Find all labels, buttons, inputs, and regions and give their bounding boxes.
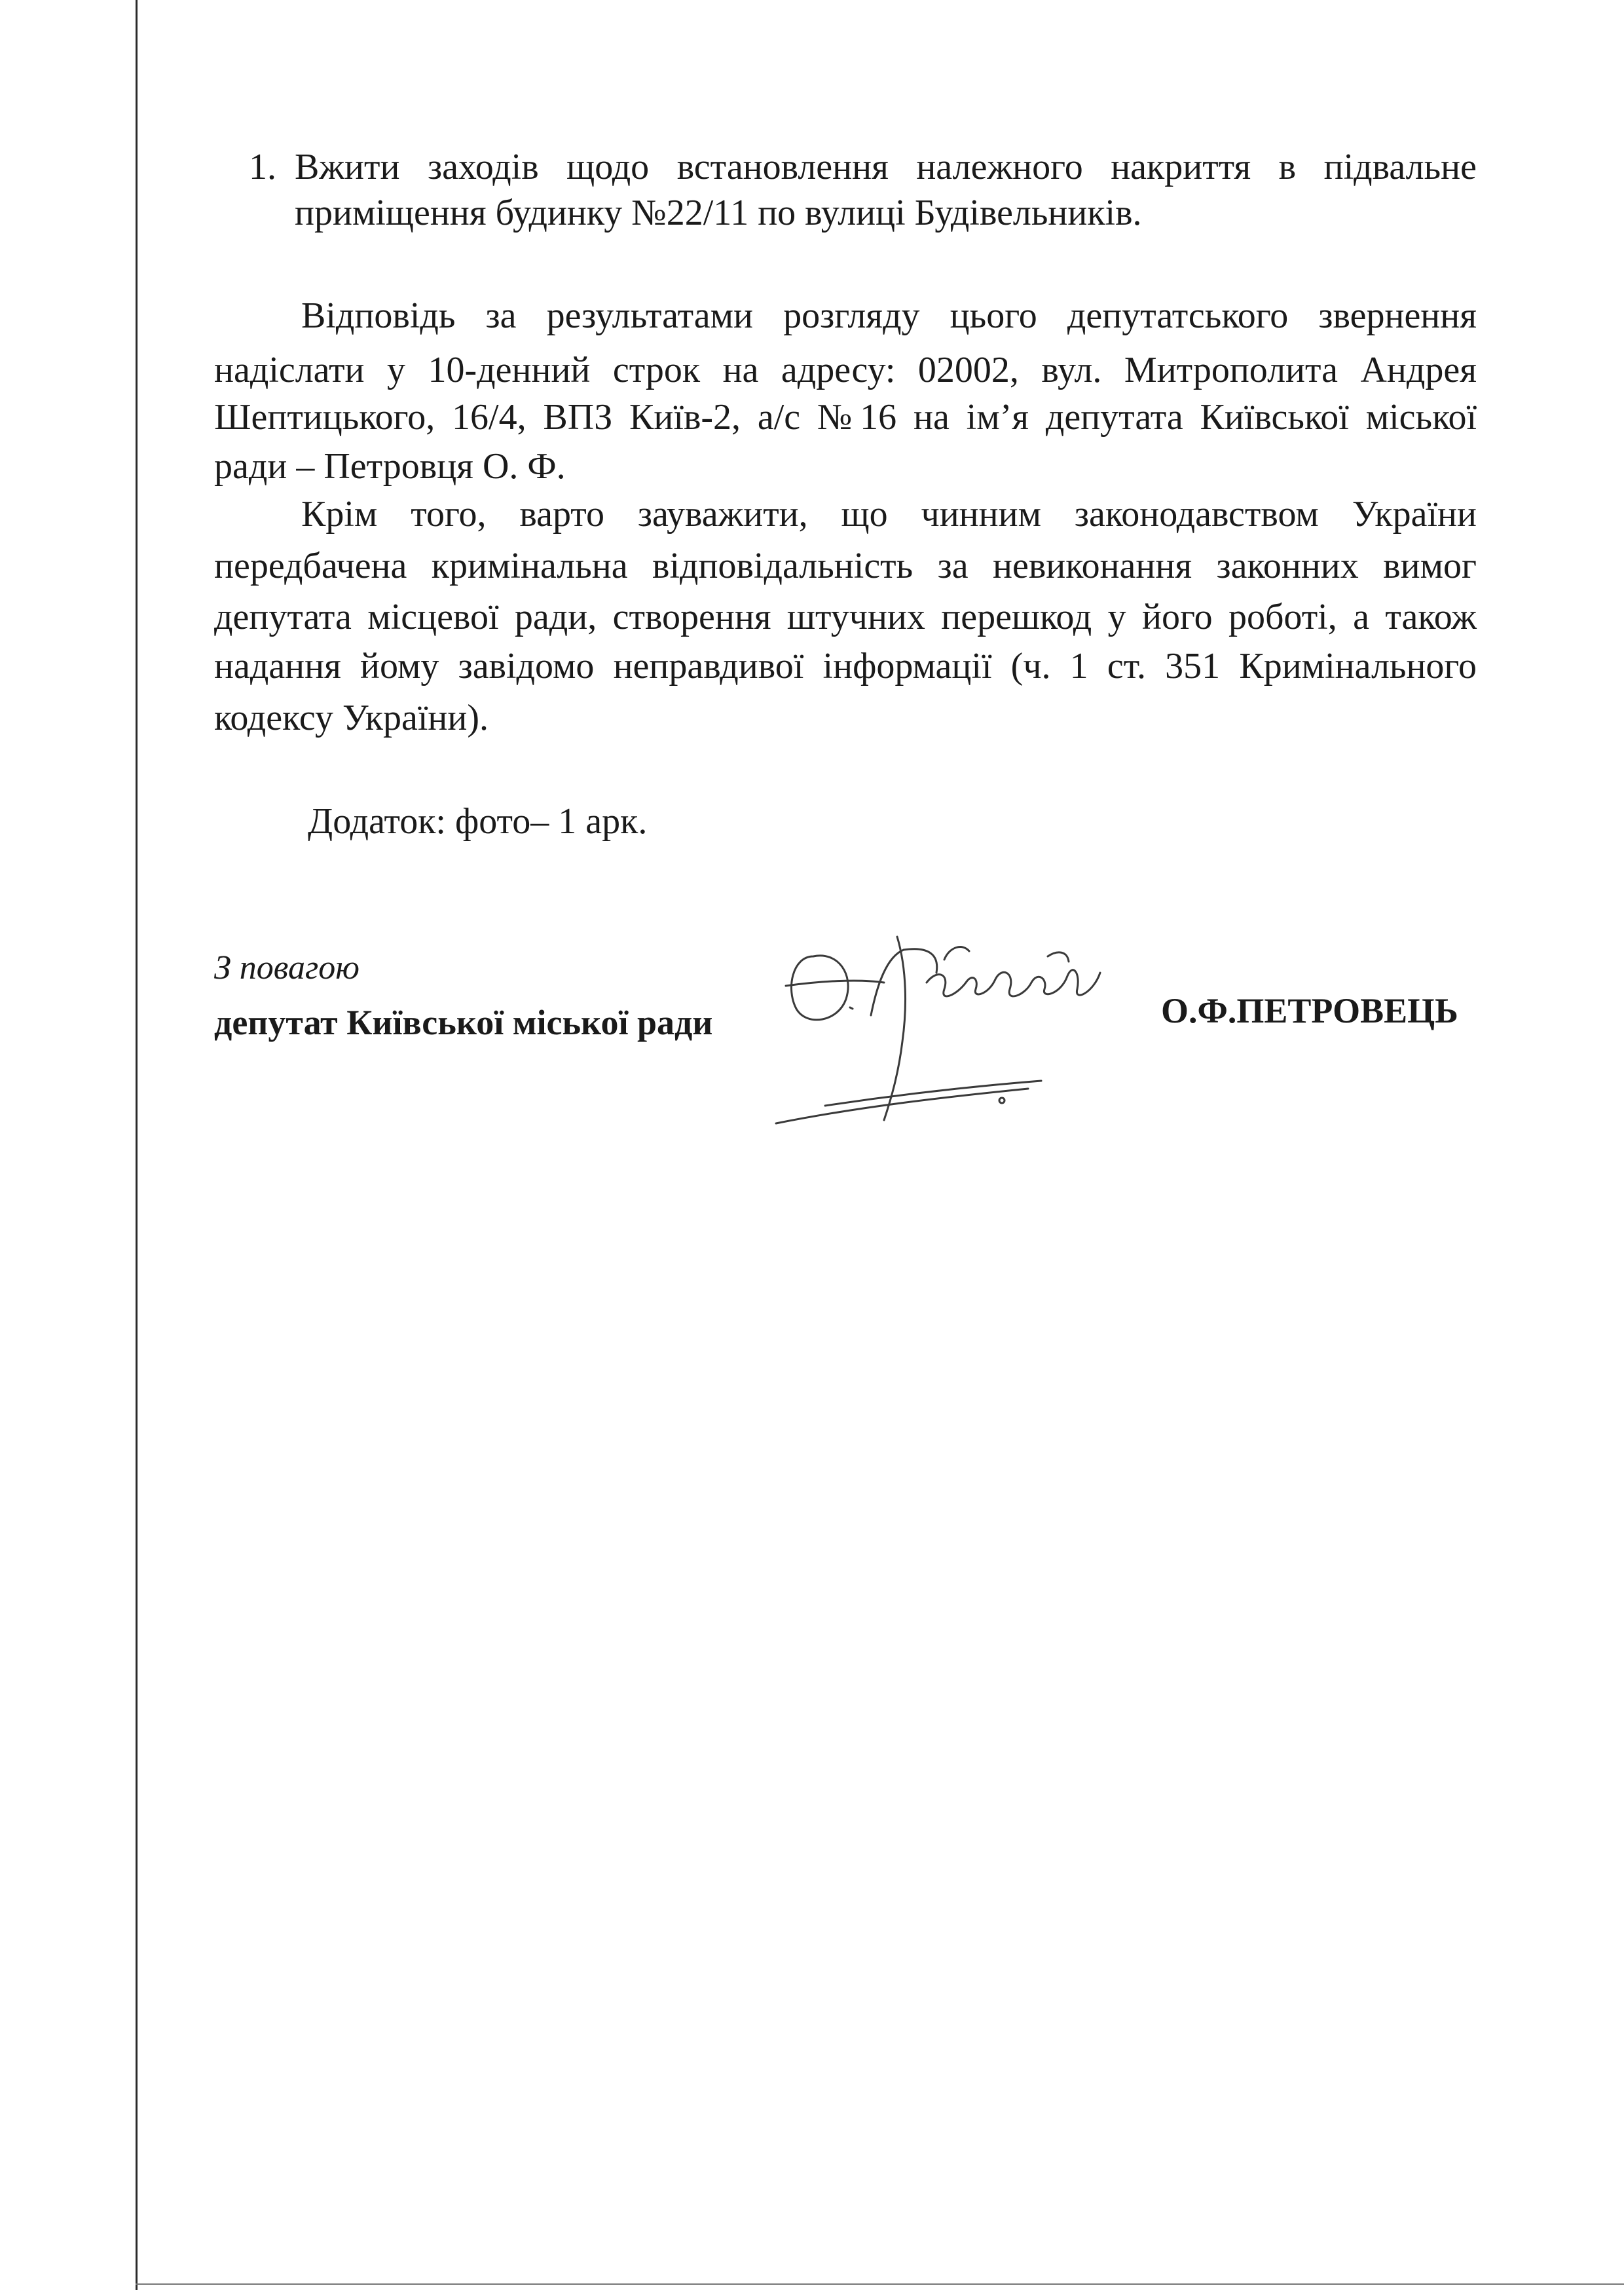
signer-name: О.Ф.ПЕТРОВЕЦЬ	[1161, 991, 1458, 1030]
closing-phrase: З повагою	[214, 949, 360, 986]
paragraph-line: Шептицького, 16/4, ВПЗ Київ-2, а/с №16 на ім’я депутата Київської міської	[214, 397, 1477, 438]
paragraph-line: передбачена кримінальна відповідальність за невиконання законних вимог	[214, 546, 1477, 586]
paragraph-line: Відповідь за результатами розгляду цього депутатського звернення	[301, 295, 1477, 336]
scan-bottom-edge	[136, 2283, 1624, 2285]
paragraph-line: надіслати у 10-денний строк на адресу: 02002, вул. Митрополита Андрея	[214, 350, 1477, 390]
attachment-note: Додаток: фото– 1 арк.	[308, 801, 648, 842]
paragraph-line: Крім того, варто зауважити, що чинним законодавством України	[301, 494, 1477, 535]
scan-left-edge	[136, 0, 138, 2290]
list-item-line: приміщення будинку №22/11 по вулиці Будівельників.	[295, 193, 1142, 233]
handwritten-signature	[773, 910, 1153, 1133]
paragraph-line: кодексу України).	[214, 698, 489, 738]
list-item-number: 1.	[249, 147, 276, 187]
paragraph-line: депутата місцевої ради, створення штучних перешкод у його роботі, а також	[214, 597, 1477, 637]
paragraph-line: надання йому завідомо неправдивої інформації (ч. 1 ст. 351 Кримінального	[214, 646, 1477, 686]
paragraph-line: ради – Петровця О. Ф.	[214, 446, 566, 487]
signer-position: депутат Київської міської ради	[214, 1003, 713, 1042]
list-item-line: Вжити заходів щодо встановлення належного накриття в підвальне	[295, 147, 1477, 187]
